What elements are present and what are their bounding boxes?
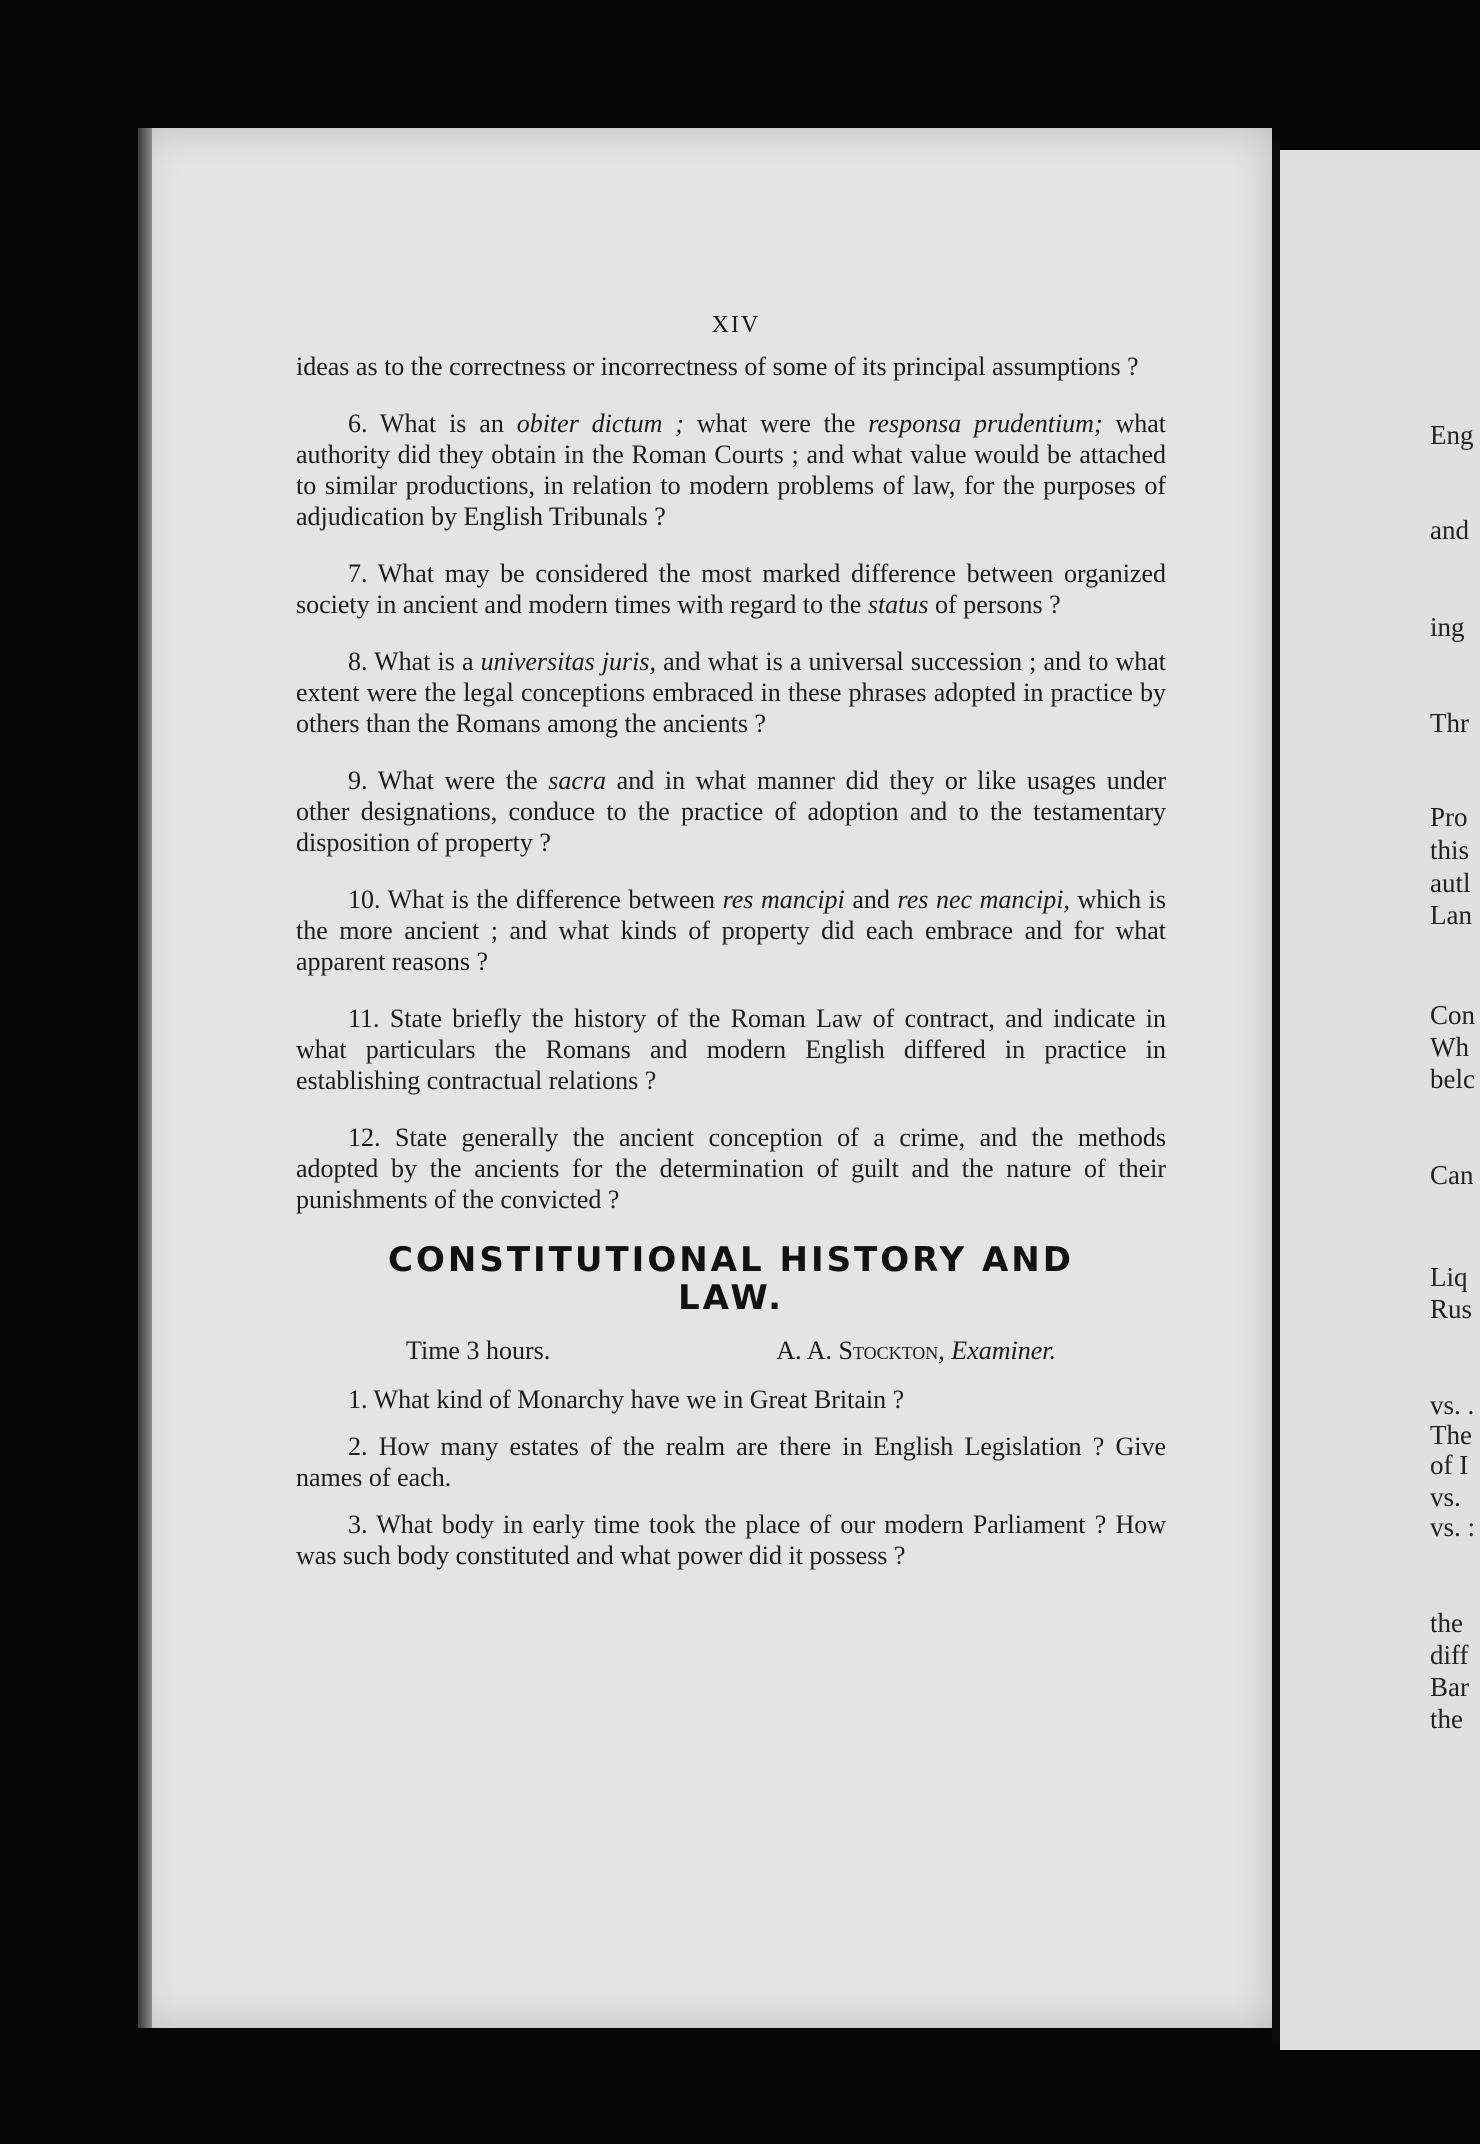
question-list [296,408,1166,1215]
question-text: What is the difference between [387,885,723,914]
question-number: 3. [348,1510,368,1539]
next-page-word: vs. . [1430,1390,1475,1420]
question-text: and in what manner did they or like usages under other designations, conduce to the practice of adoption and to the testamentary disposition of property ? [296,766,1166,857]
section-question-paragraph [296,1384,1166,1415]
next-page-word: The [1430,1420,1472,1450]
next-page-word: the [1430,1608,1463,1638]
question-number: 10. [348,885,381,914]
next-page-word: vs. [1430,1482,1461,1512]
italic-term: obiter dictum ; [516,409,684,438]
question-text: What body in early time took the place of our modern Parliament ? How was such body constituted and what power did it possess ? [296,1510,1167,1570]
question-text: what were the [683,409,869,438]
section-question-paragraph [296,1509,1166,1571]
question-text: State briefly the history of the Roman Law of contract, and indicate in what particulars the Romans and modern English differed in practice in establishing contractual relations ? [296,1004,1167,1095]
next-page-word: Con [1430,1000,1476,1030]
section-question-paragraph [296,1431,1166,1493]
next-page-word: Wh [1430,1032,1469,1062]
question-number: 2. [348,1432,368,1461]
question-text: of persons ? [928,590,1061,619]
next-page-word: ing [1430,612,1465,642]
next-page-word: belc [1430,1064,1475,1094]
next-page-word: this [1430,835,1470,865]
next-page-word: Thr [1430,708,1469,738]
next-page-word: and [1430,515,1469,545]
page-number: XIV [711,312,761,338]
next-page-word: vs. : [1430,1512,1476,1542]
question-text: What kind of Monarchy have we in Great Britain ? [373,1385,905,1414]
next-page-word: Lan [1430,900,1472,930]
examiner-role: Examiner. [951,1336,1056,1365]
italic-term: res nec mancipi, [897,885,1070,914]
question-number: 8. [348,647,368,676]
next-page-word: diff [1430,1640,1469,1670]
question-number: 9. [348,766,368,795]
question-paragraph [296,408,1166,532]
question-text: and what is a universal succession ; and to what extent were the legal conceptions embraced in these phrases adopted in practice by others than the Romans among the ancients ? [296,647,1166,738]
question-text: State generally the ancient conception of a crime, and the methods adopted by the ancients for the determination of guilt and the nature of their punishments of the convicted ? [296,1123,1167,1214]
intro-paragraph: ideas as to the correctness or incorrectness of some of its principal assumptions ? [296,352,1139,381]
italic-term: res mancipi [722,885,845,914]
next-page-word: Can [1430,1160,1474,1190]
question-text: How many estates of the realm are there in English Legislation ? Give names of each. [296,1432,1166,1492]
question-number: 12. [348,1123,381,1152]
question-paragraph [296,765,1166,858]
examiner-name: A. A. Stockton, [776,1336,945,1365]
exam-time: Time 3 hours. [406,1336,551,1365]
next-page-word: Liq [1430,1262,1468,1292]
question-paragraph [296,1003,1166,1096]
question-paragraph [296,884,1166,977]
italic-term: universitas juris, [480,647,657,676]
page-content [296,310,1166,1587]
question-text: What is an [379,409,517,438]
question-text: What were the [377,766,549,795]
question-paragraph [296,558,1166,620]
question-text: what authority did they obtain in the Roman Courts ; and what value would be attached to similar productions, in relation to modern problems of law, for the purposes of adjudication by English Tribunals ? [296,409,1167,531]
question-text: What is a [374,647,481,676]
next-page-word: of I [1430,1450,1469,1480]
italic-term: responsa prudentium; [868,409,1103,438]
section-title-line-1: CONSTITUTIONAL HISTORY AND [388,1240,1074,1280]
next-page-word: Rus [1430,1294,1473,1324]
page-binding-edge [138,128,152,2028]
italic-term: sacra [548,766,607,795]
question-number: 1. [348,1385,368,1414]
next-page-word: Eng [1430,420,1474,450]
question-number: 7. [348,559,368,588]
section-question-list [296,1384,1166,1571]
examiner [776,1335,1056,1366]
question-number: 6. [348,409,368,438]
question-text: What may be considered the most marked difference between organized society in ancient and modern times with regard to the [296,559,1167,619]
book-gutter [1272,140,1280,2044]
section-title [296,1241,1166,1317]
section-title-line-2: LAW. [677,1278,785,1318]
next-page-word: the [1430,1704,1463,1734]
question-number: 11. [348,1004,380,1033]
next-page-word: autl [1430,868,1471,898]
question-paragraph [296,646,1166,739]
next-page-word: Bar [1430,1672,1469,1702]
next-page-word: Pro [1430,802,1468,832]
exam-meta [296,1335,1166,1366]
question-paragraph [296,1122,1166,1215]
question-text: which is the more ancient ; and what kinds of property did each embrace and for what apparent reasons ? [296,885,1167,976]
question-text: and [844,885,898,914]
italic-term: status [867,590,929,619]
